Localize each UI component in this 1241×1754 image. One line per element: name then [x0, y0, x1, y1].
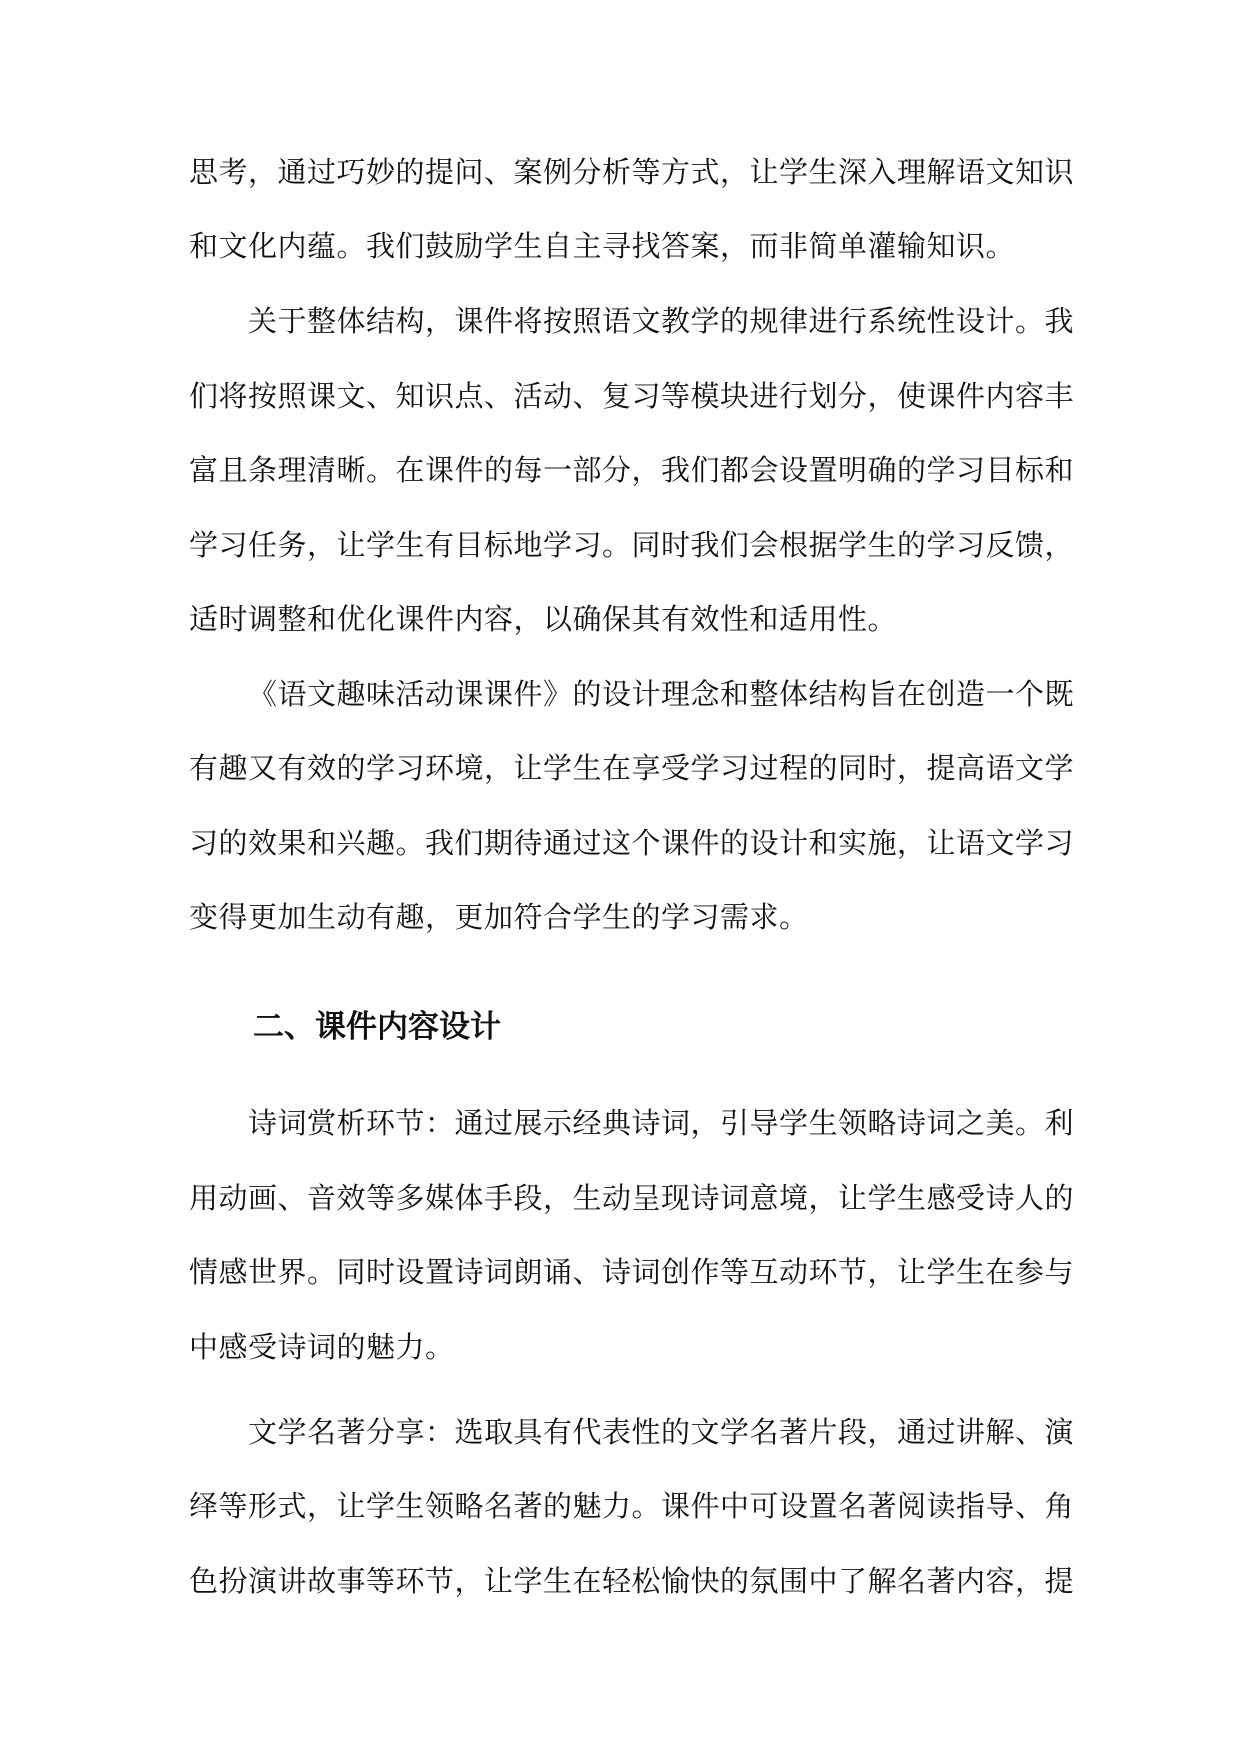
section-paragraph-2-line-3: 色扮演讲故事等环节，让学生在轻松愉快的氛围中了解名著内容，提: [189, 1564, 1075, 1598]
section-paragraph-1-line-4: 中感受诗词的魅力。: [189, 1330, 455, 1364]
paragraph-3-line-4: 变得更加生动有趣，更加符合学生的学习需求。: [189, 900, 809, 934]
paragraph-2-line-3: 富且条理清晰。在课件的每一部分，我们都会设置明确的学习目标和: [189, 453, 1075, 487]
section-paragraph-1-line-3: 情感世界。同时设置诗词朗诵、诗词创作等互动环节，让学生在参与: [189, 1255, 1075, 1289]
paragraph-2-line-2: 们将按照课文、知识点、活动、复习等模块进行划分，使课件内容丰: [189, 379, 1075, 413]
section-paragraph-1-line-2: 用动画、音效等多媒体手段，生动呈现诗词意境，让学生感受诗人的: [189, 1181, 1075, 1215]
paragraph-3-line-2: 有趣又有效的学习环境，让学生在享受学习过程的同时，提高语文学: [189, 751, 1075, 785]
section-paragraph-2-line-1: 文学名著分享：选取具有代表性的文学名著片段，通过讲解、演: [248, 1415, 1075, 1449]
paragraph-1-line-1: 思考，通过巧妙的提问、案例分析等方式，让学生深入理解语文知识: [189, 155, 1075, 189]
section-paragraph-1-line-1: 诗词赏析环节：通过展示经典诗词，引导学生领略诗词之美。利: [248, 1106, 1075, 1140]
section-heading: 二、课件内容设计: [253, 1009, 501, 1045]
paragraph-1-line-2: 和文化内蕴。我们鼓励学生自主寻找答案，而非简单灌输知识。: [189, 229, 1016, 263]
paragraph-3-line-3: 习的效果和兴趣。我们期待通过这个课件的设计和实施，让语文学习: [189, 826, 1075, 860]
paragraph-2-line-1: 关于整体结构，课件将按照语文教学的规律进行系统性设计。我: [248, 304, 1075, 338]
paragraph-2-line-4: 学习任务，让学生有目标地学习。同时我们会根据学生的学习反馈，: [189, 528, 1075, 562]
paragraph-3-line-1: 《语文趣味活动课课件》的设计理念和整体结构旨在创造一个既: [248, 677, 1075, 711]
section-paragraph-2-line-2: 绎等形式，让学生领略名著的魅力。课件中可设置名著阅读指导、角: [189, 1489, 1075, 1523]
paragraph-2-line-5: 适时调整和优化课件内容，以确保其有效性和适用性。: [189, 602, 898, 636]
